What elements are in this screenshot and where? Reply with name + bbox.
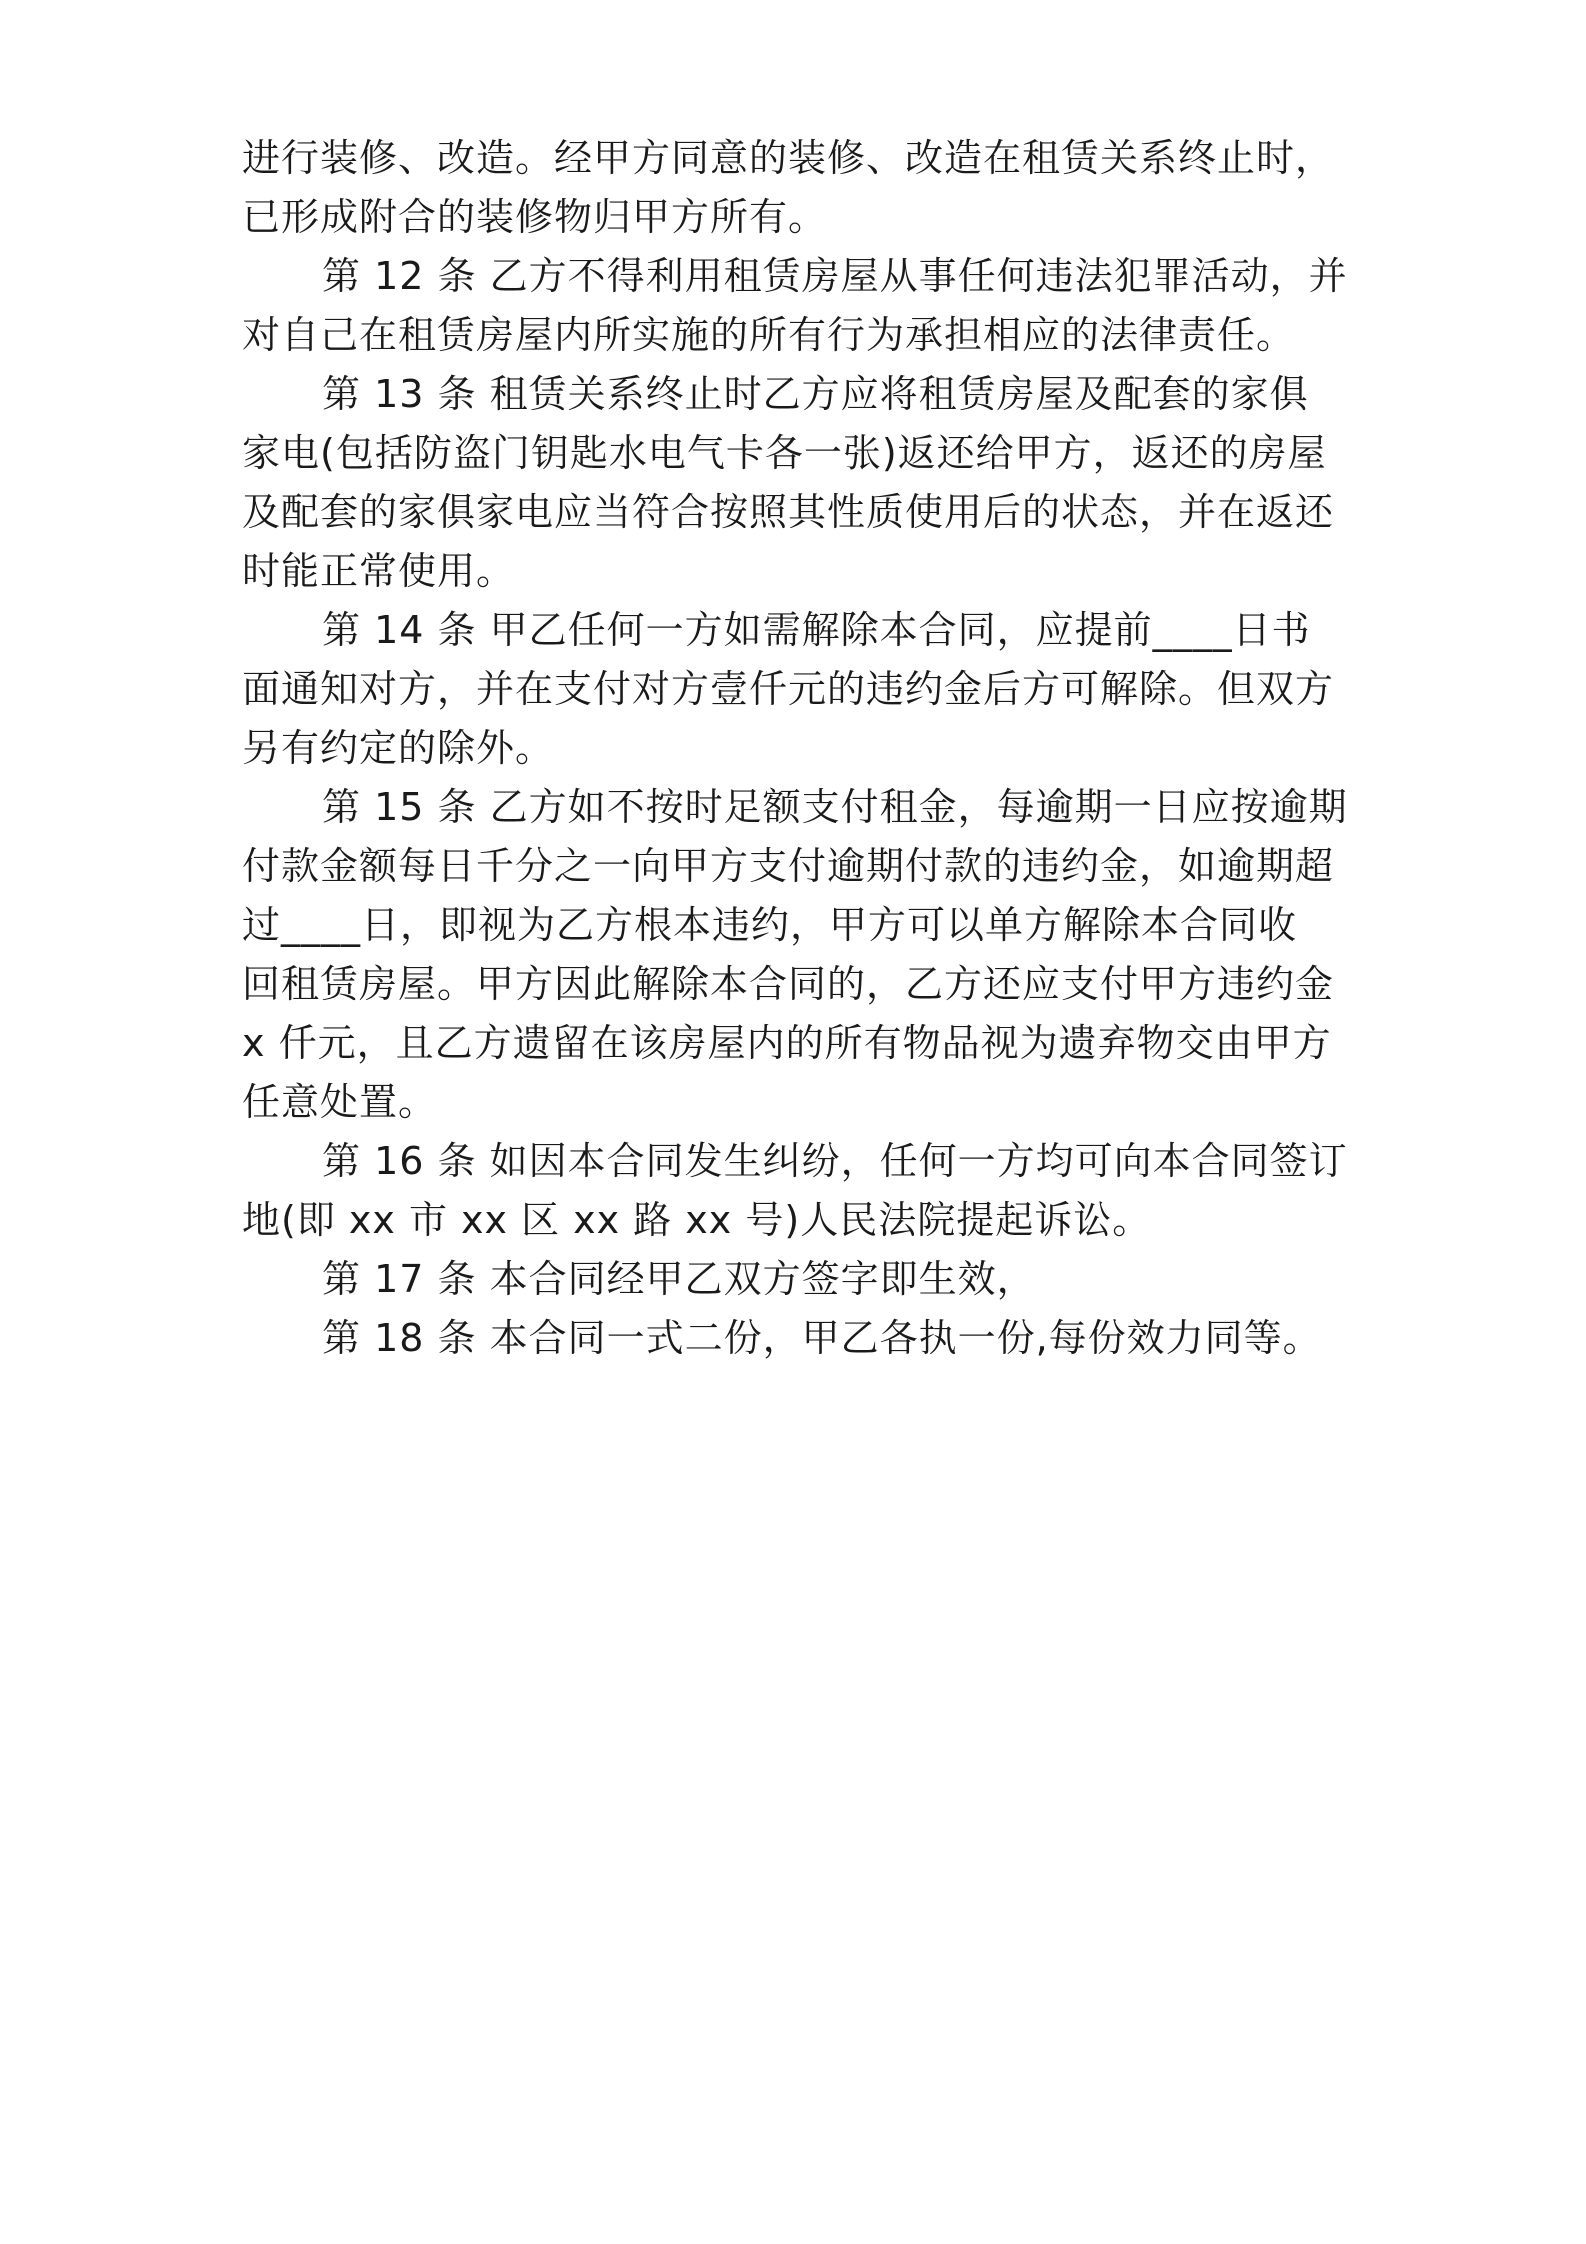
clause-17-heading: 第 17 条 本合同经甲乙双方签字即生效， [322, 1257, 1036, 1301]
text-line: 对自己在租赁房屋内所实施的所有行为承担相应的法律责任。 [242, 313, 1296, 357]
text-line: 家电(包括防盗门钥匙水电气卡各一张)返还给甲方，返还的房屋 [242, 431, 1327, 475]
clause-13-heading: 第 13 条 租赁关系终止时乙方应将租赁房屋及配套的家俱 [322, 372, 1309, 416]
text-line: 及配套的家俱家电应当符合按照其性质使用后的状态，并在返还 [242, 490, 1335, 534]
text-line: 任意处置。 [242, 1080, 438, 1124]
text-line: x 仟元，且乙方遗留在该房屋内的所有物品视为遗弃物交由甲方 [242, 1021, 1332, 1065]
text-line: 回租赁房屋。甲方因此解除本合同的，乙方还应支付甲方违约金 [242, 962, 1335, 1006]
clause-15-heading: 第 15 条 乙方如不按时足额支付租金，每逾期一日应按逾期 [322, 785, 1348, 829]
text-line: 进行装修、改造。经甲方同意的装修、改造在租赁关系终止时， [242, 136, 1335, 180]
clause-12-heading: 第 12 条 乙方不得利用租赁房屋从事任何违法犯罪活动，并 [322, 254, 1348, 298]
text-line: 时能正常使用。 [242, 549, 516, 593]
text-line: 付款金额每日千分之一向甲方支付逾期付款的违约金，如逾期超 [242, 844, 1335, 888]
text-line: 面通知对方，并在支付对方壹仟元的违约金后方可解除。但双方 [242, 667, 1335, 711]
text-line: 已形成附合的装修物归甲方所有。 [242, 195, 828, 239]
clause-14-heading: 第 14 条 甲乙任何一方如需解除本合同，应提前____日书 [322, 608, 1311, 652]
clause-16-heading: 第 16 条 如因本合同发生纠纷，任何一方均可向本合同签订 [322, 1139, 1348, 1183]
text-line: 地(即 xx 市 xx 区 xx 路 xx 号)人民法院提起诉讼。 [242, 1198, 1152, 1242]
text-line: 另有约定的除外。 [242, 726, 555, 770]
text-line: 过____日，即视为乙方根本违约，甲方可以单方解除本合同收 [242, 903, 1298, 947]
clause-18-heading: 第 18 条 本合同一式二份，甲乙各执一份,每份效力同等。 [322, 1316, 1322, 1360]
